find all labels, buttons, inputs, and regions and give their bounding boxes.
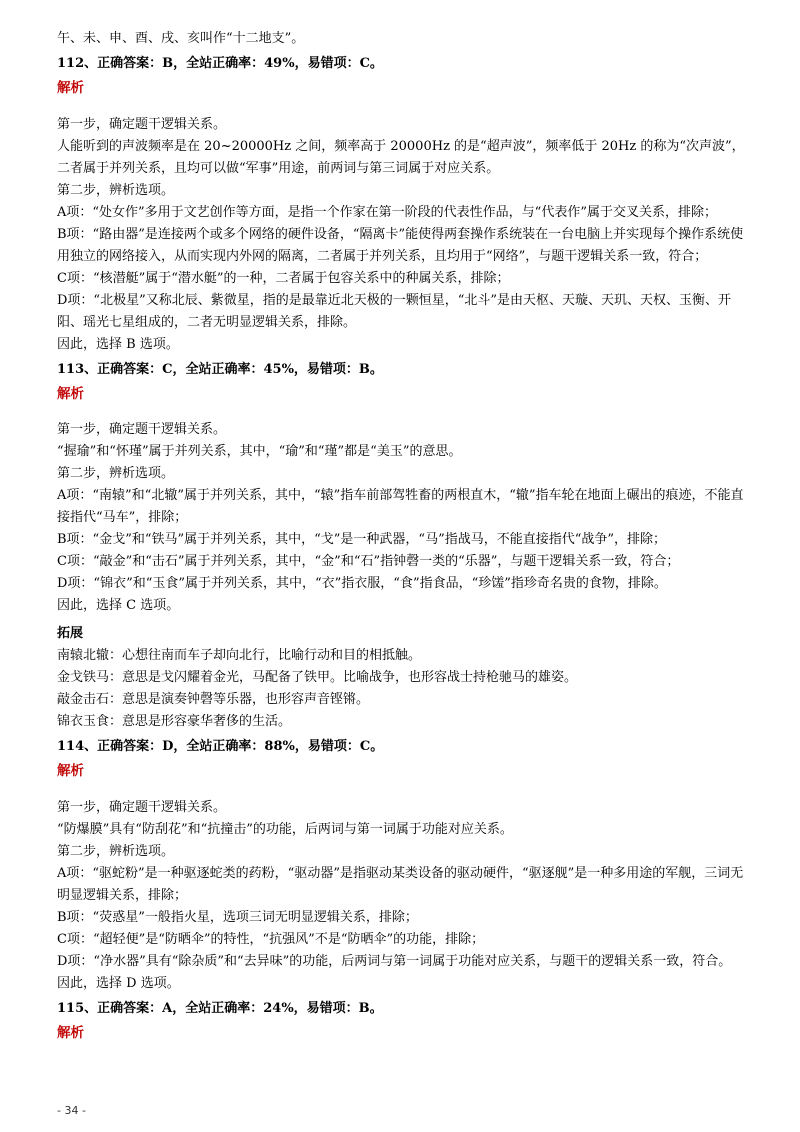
q113-line: 第二步，辨析选项。 [57,466,175,481]
question-114-header: 114、正确答案：D，全站正确率：88%，易错项：C。 [57,739,384,754]
extension-line: 锦衣玉食：意思是形容豪华奢侈的生活。 [57,714,292,729]
q112-line: 人能听到的声波频率是在 20~20000Hz 之间，频率高于 20000Hz 的是“超声波”，频率低于 20Hz 的称为“次声波”，二者属于并列关系，且均可以做“军事”用途，前两词与第三词属于对应关系。 [57,138,745,176]
q114-line: C项：“超轻便”是“防晒伞”的特性，“抗强风”不是“防晒伞”的功能，排除； [57,931,485,947]
document-page [57,28,747,1058]
q112-line: C项：“核潜艇”属于“潜水艇”的一种，二者属于包容关系中的种属关系，排除； [57,270,510,286]
q113-line: C项：“敲金”和“击石”属于并列关系，其中，“金”和“石”指钟磬一类的“乐器”，与题干逻辑关系一致，符合； [57,554,680,569]
question-113-header: 113、正确答案：C，全站正确率：45%，易错项：B。 [57,361,383,377]
q113-line: B项：“金戈”和“铁马”属于并列关系，其中，“戈”是一种武器，“马”指战马，不能直接指代“战争”，排除； [57,532,667,547]
question-112-analysis-label: 解析 [57,80,84,96]
question-113-analysis-label: 解析 [57,385,84,402]
extension-title: 拓展 [57,626,84,641]
top-line: 午、未、申、酉、戌、亥叫作“十二地支”。 [57,31,305,46]
q112-line: 第二步，辨析选项。 [57,182,175,198]
question-112-header: 112、正确答案：B，全站正确率：49%，易错项：C。 [57,56,383,71]
q112-line: D项：“北极星”又称北辰、紫微星，指的是最靠近北天极的一颗恒星，“北斗”是由天枢、天璇、天玑、天权、玉衡、开阳、瑶光七星组成的，二者无明显逻辑关系，排除。 [57,292,732,330]
extension-line: 金戈铁马：意思是戈闪耀着金光，马配备了铁甲。比喻战争，也形容战士持枪驰马的雄姿。 [57,670,578,685]
q114-line: 第二步，辨析选项。 [57,843,175,859]
extension-line: 南辕北辙：心想往南而车子却向北行，比喻行动和目的相抵触。 [57,648,422,663]
question-115-analysis-label: 解析 [57,1024,84,1041]
q113-line: “握瑜”和“怀瑾”属于并列关系，其中，“瑜”和“瑾”都是“美玉”的意思。 [57,444,462,459]
extension-line: 敲金击石：意思是演奏钟磬等乐器，也形容声音铿锵。 [57,692,370,707]
q112-line: B项：“路由器”是连接两个或多个网络的硬件设备，“隔离卡”能使得两套操作系统装在一台电脑上并实现每个操作系统使用独立的网络接入，从而实现内外网的隔离，二者属于并列关系，且均用于“网络”，与题干逻辑关系一致，符合； [57,226,744,264]
q112-line: 因此，选择 B 选项。 [57,336,179,352]
q113-line: D项：“锦衣”和“玉食”属于并列关系，其中，“衣”指衣服，“食”指食品，“珍馐”指珍奇名贵的食物，排除。 [57,576,667,591]
q114-line: 因此，选择 D 选项。 [57,975,180,991]
q113-line: 因此，选择 C 选项。 [57,598,180,613]
q114-line: D项：“净水器”具有“除杂质”和“去异味”的功能，后两词与第一词属于功能对应关系，与题干的逻辑关系一致，符合。 [57,953,732,969]
q113-line: A项：“南辕”和“北辙”属于并列关系，其中，“辕”指车前部驾牲畜的两根直木，“辙”指车轮在地面上碾出的痕迹，不能直接指代“马车”，排除； [57,488,744,525]
q112-line: A项：“处女作”多用于文艺创作等方面，是指一个作家在第一阶段的代表性作品，与“代表作”属于交叉关系，排除； [57,204,717,220]
q113-line: 第一步，确定题干逻辑关系。 [57,422,227,437]
q114-line: 第一步，确定题干逻辑关系。 [57,799,227,815]
q114-line: A项：“驱蛇粉”是一种驱逐蛇类的药粉，“驱动器”是指驱动某类设备的驱动硬件，“驱逐舰”是一种多用途的军舰，三词无明显逻辑关系，排除； [57,865,744,903]
question-114-analysis-label: 解析 [57,763,84,779]
page-number: - 34 - [57,1104,86,1117]
q114-line: B项：“荧惑星”一般指火星，选项三词无明显逻辑关系，排除； [57,909,418,925]
q114-line: “防爆膜”具有“防刮花”和“抗撞击”的功能，后两词与第一词属于功能对应关系。 [57,821,513,837]
q112-line: 第一步，确定题干逻辑关系。 [57,116,227,132]
question-115-header: 115、正确答案：A，全站正确率：24%，易错项：B。 [57,1000,383,1016]
